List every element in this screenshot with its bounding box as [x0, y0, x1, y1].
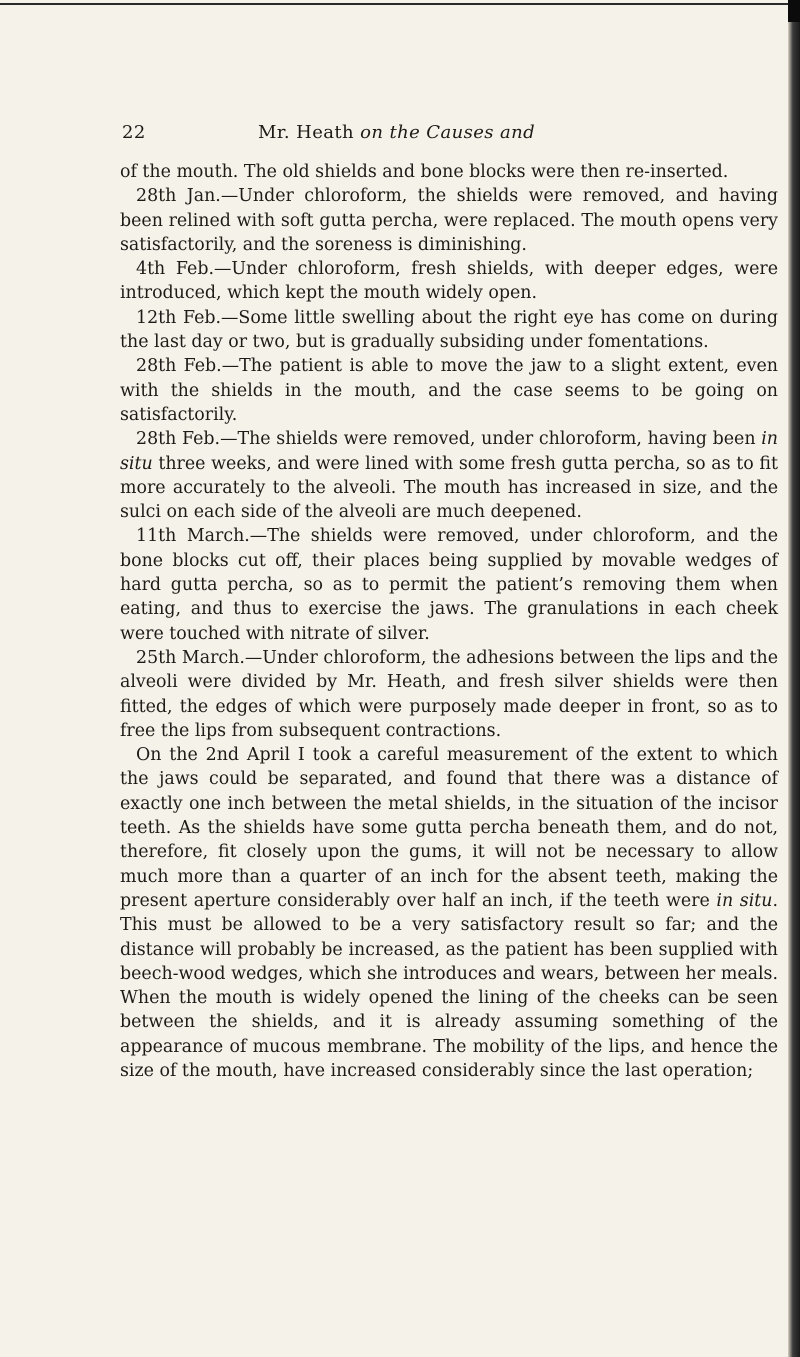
text-run: 28th Feb.—The patient is able to move the jaw to a slight extent, even with the shields in the mouth, and the case seems to be going on satisfactorily.: [120, 356, 778, 425]
text-run: of the mouth. The old shields and bone blocks were then re-inserted.: [120, 162, 729, 182]
paragraph-p3: [120, 257, 778, 306]
paragraph-p5: [120, 354, 778, 427]
running-head-author: Mr. Heath: [258, 122, 355, 143]
text-run: three weeks, and were lined with some fresh gutta percha, so as to fit more accurately to the alveoli. The mouth has increased in size, and the sulci on each side of the alveoli are much deepened.: [120, 453, 778, 523]
paragraph-p6: [120, 427, 778, 524]
top-rule: [0, 3, 790, 5]
paragraph-p9: [120, 743, 778, 1083]
paragraph-p1: [120, 160, 778, 184]
text-run: 28th Feb.—The shields were removed, under chloroform, having been: [136, 429, 762, 450]
running-head-title: [258, 122, 535, 143]
page-edge-shadow: [788, 0, 800, 1357]
text-run: 25th March.—Under chloroform, the adhesions between the lips and the alveoli were divided by Mr. Heath, and fresh silver shields were then fitted, the edges of which were purposely made deeper in front, so as to free the lips from subsequent contractions.: [120, 647, 778, 741]
text-run: 12th Feb.—Some little swelling about the right eye has come on during the last day or two, but is gradually subsiding under fomentations.: [120, 307, 778, 353]
body-text: [120, 160, 778, 1083]
page-number: 22: [122, 122, 146, 143]
paragraph-p7: [120, 524, 778, 645]
paragraph-p4: [120, 306, 778, 355]
running-head-italic: on the Causes and: [360, 122, 536, 143]
running-header: [122, 122, 772, 146]
text-run: On the 2nd April I took a careful measurement of the extent to which the jaws could be separated, and found that there was a distance of exactly one inch between the metal shields, in the situation of the incisor teeth. As the shields have some gutta percha beneath them, and do not, therefore, fit closely upon the gums, it will not be necessary to allow much more than a quarter of an inch for the absent teeth, making the present aperture considerably over half an inch, if the teeth were: [120, 745, 778, 911]
text-run: 11th March.—The shields were removed, under chloroform, and the bone blocks cut off, their places being supplied by movable wedges of hard gutta percha, so as to permit the patient’s removing them when eating, and thus to exercise the jaws. The granulations in each cheek were touched with nitrate of silver.: [120, 526, 778, 644]
corner-mark: [788, 0, 800, 22]
paragraph-p8: [120, 646, 778, 743]
text-run: . This must be allowed to be a very satisfactory result so far; and the distance will probably be increased, as the patient has been supplied with beech-wood wedges, which she introduces and wears, between her meals. When the mouth is widely opened the lining of the cheeks can be seen between the shields, and it is already assuming something of the appearance of mucous membrane. The mobility of the lips, and hence the size of the mouth, have increased considerably since the last operation;: [120, 890, 778, 1081]
text-run: 4th Feb.—Under chloroform, fresh shields, with deeper edges, were introduced, which kept the mouth widely open.: [120, 259, 778, 304]
paragraph-p2: [120, 184, 778, 257]
text-run: 28th Jan.—Under chloroform, the shields were removed, and having been relined with soft gutta percha, were replaced. The mouth opens very satisfactorily, and the soreness is diminishing.: [120, 186, 778, 255]
italic-phrase: in situ: [120, 429, 778, 474]
italic-phrase: in situ: [716, 890, 773, 911]
